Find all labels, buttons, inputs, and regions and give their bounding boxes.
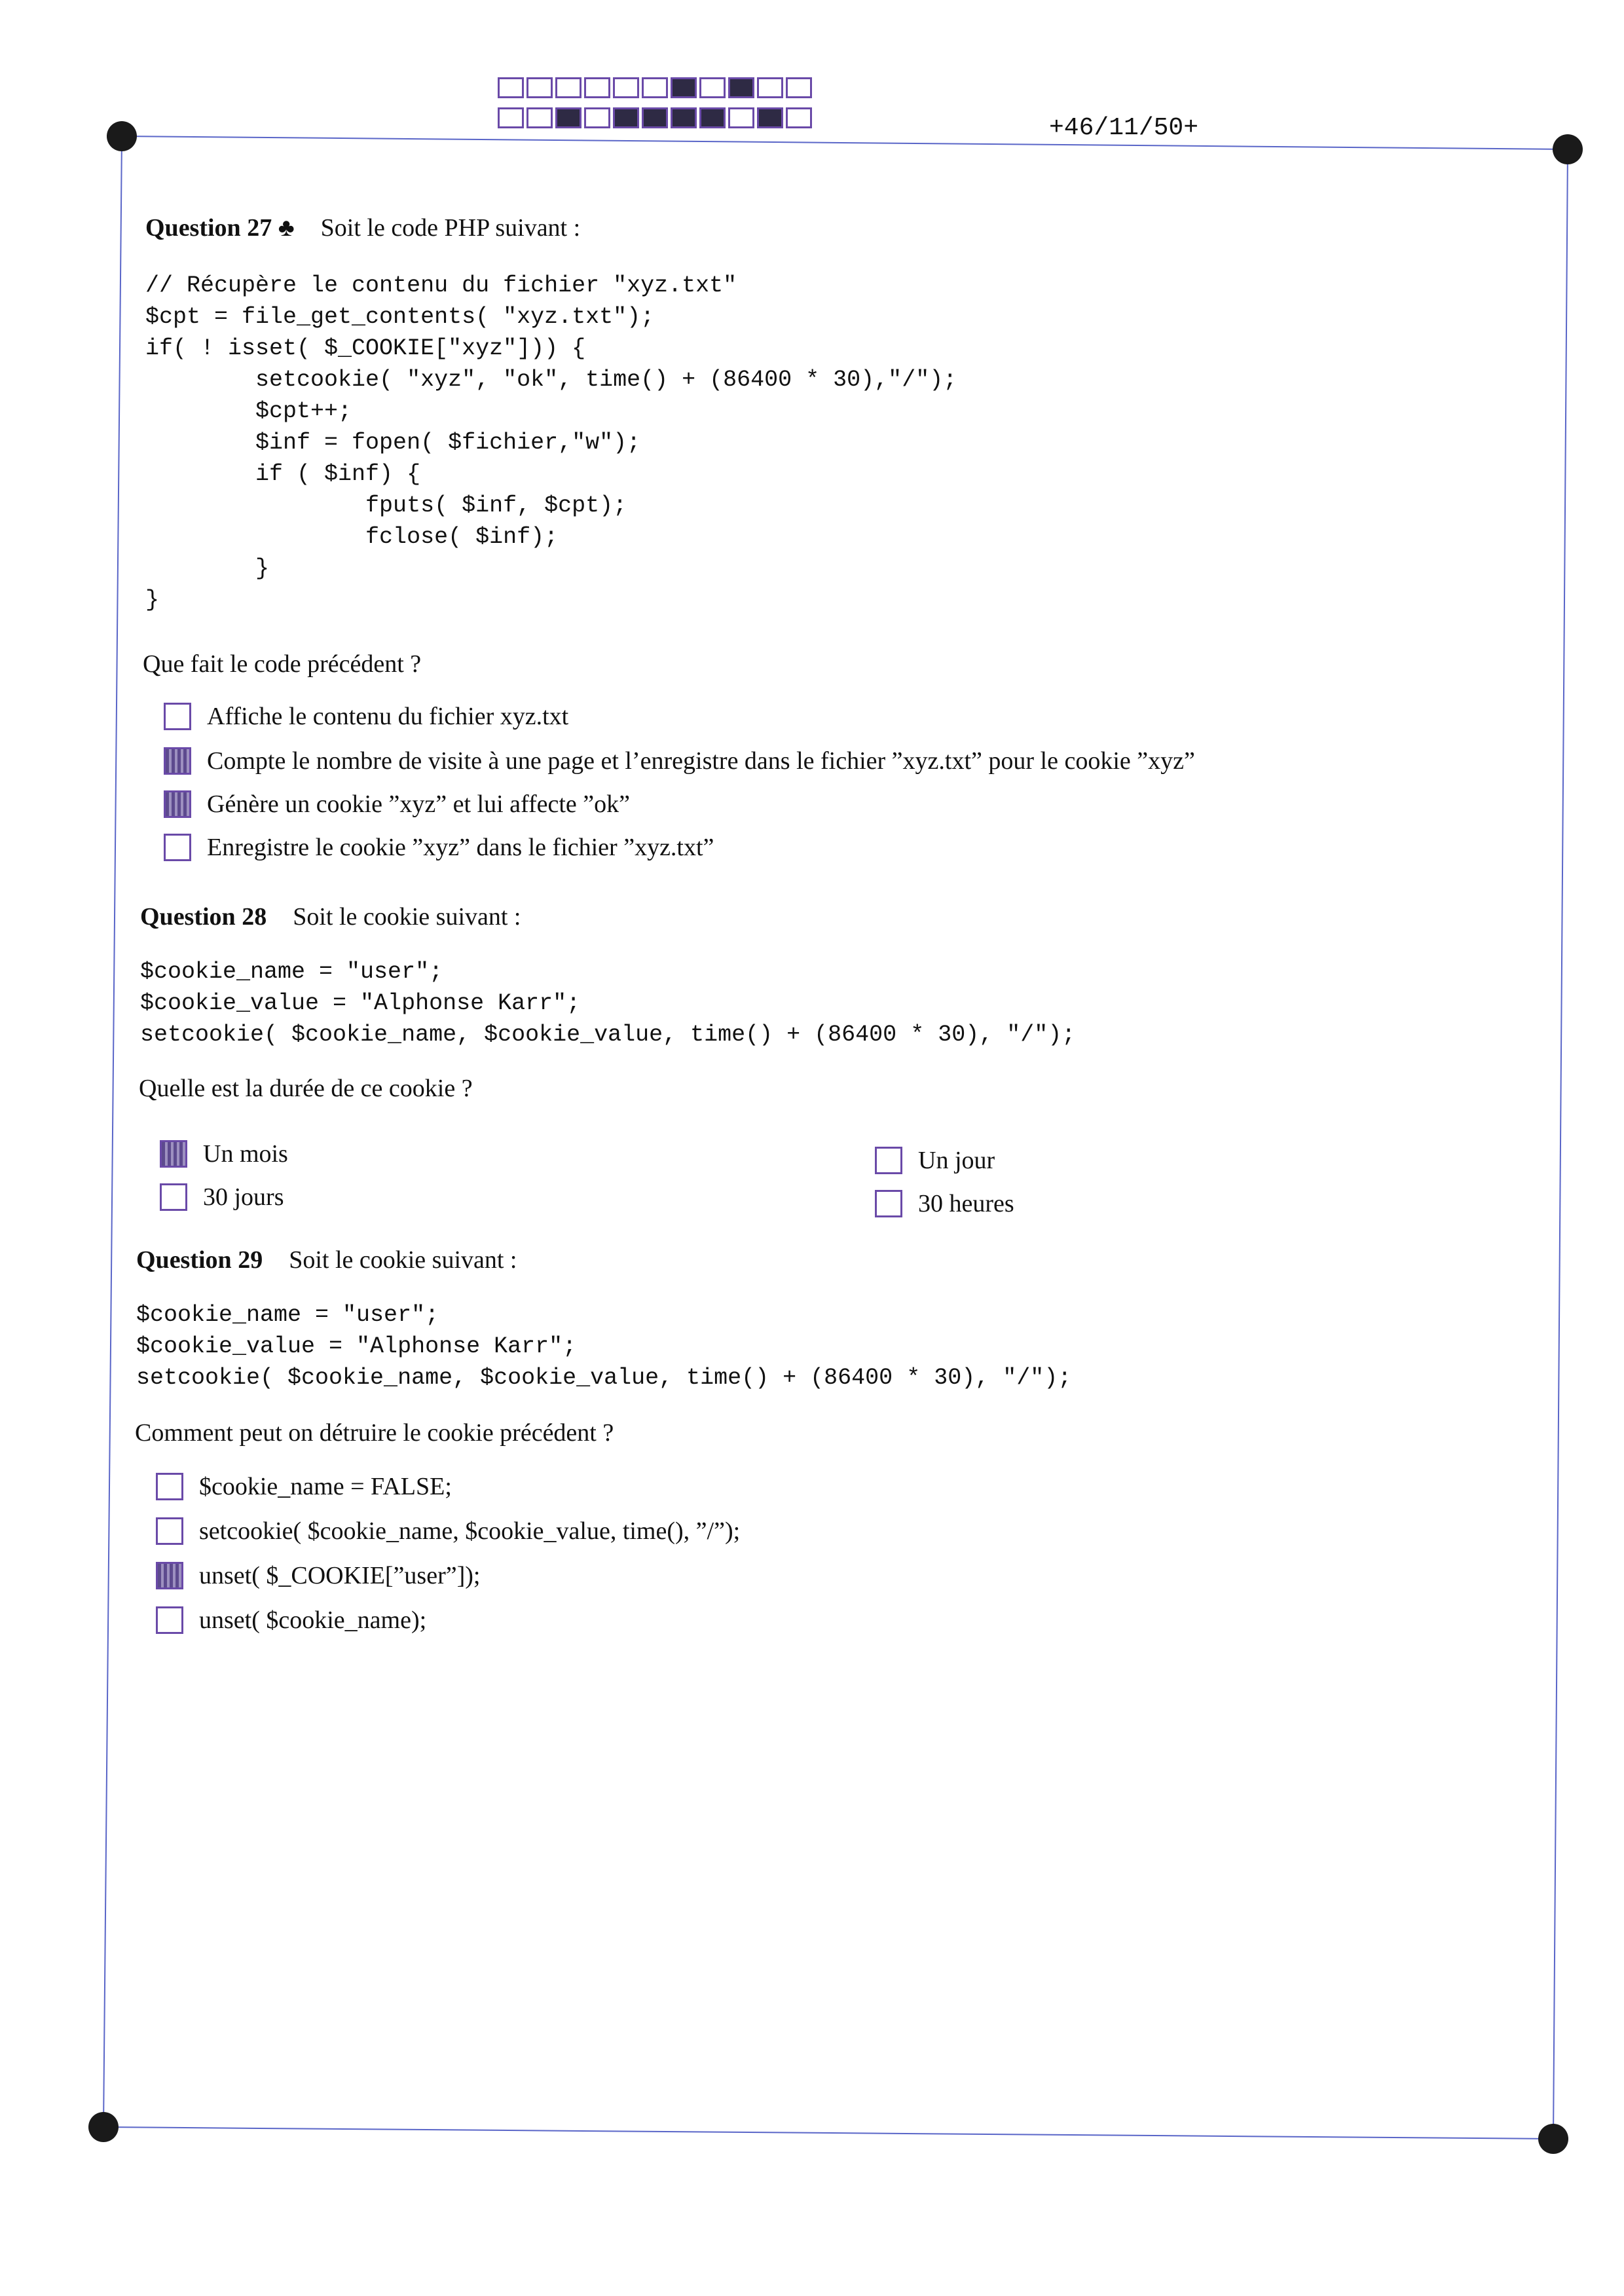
q28-option-4[interactable] xyxy=(875,1189,1014,1218)
q27-option-3[interactable] xyxy=(164,790,630,819)
q29-option-1[interactable] xyxy=(156,1472,452,1501)
q27-option-2-label: Compte le nombre de visite à une page et l’enregistre dans le fichier ”xyz.txt” pour le cookie ”xyz” xyxy=(207,747,1195,775)
q29-option-2[interactable] xyxy=(156,1517,740,1546)
barcode-cell xyxy=(584,77,610,98)
q29-option-1-checkbox[interactable] xyxy=(156,1473,183,1500)
question-28-header xyxy=(140,902,521,931)
q28-option-2-label: 30 jours xyxy=(203,1183,284,1211)
barcode-cell xyxy=(526,77,553,98)
barcode-cell xyxy=(584,107,610,128)
barcode-cell xyxy=(699,107,726,128)
question-27-prompt: Que fait le code précédent ? xyxy=(143,650,422,678)
registration-mark-top-right xyxy=(1553,134,1583,164)
q29-option-3[interactable] xyxy=(156,1561,480,1590)
barcode-cell xyxy=(786,107,812,128)
question-29-intro: Soit le cookie suivant : xyxy=(289,1246,517,1274)
question-27-code: // Récupère le contenu du fichier "xyz.txt" $cpt = file_get_contents( "xyz.txt"); if( ! isset( $_COOKIE["xyz"])) { setcookie( "xyz", "ok", time() + (86400 * 30),"/"); $cpt++; $inf = fopen( $fichier,"w"); if ( $inf) { fputs( $inf, $cpt); fclose( $inf); } } xyxy=(145,272,957,613)
registration-mark-top-left xyxy=(107,121,137,151)
barcode-cell xyxy=(786,77,812,98)
q28-option-1-checkbox[interactable] xyxy=(160,1140,187,1168)
q27-option-4-label: Enregistre le cookie ”xyz” dans le fichier ”xyz.txt” xyxy=(207,834,714,861)
q29-option-4-checkbox[interactable] xyxy=(156,1606,183,1634)
barcode-cell xyxy=(671,107,697,128)
barcode-cell xyxy=(757,107,783,128)
q27-option-1-checkbox[interactable] xyxy=(164,703,191,730)
q27-option-4[interactable] xyxy=(164,833,714,862)
question-28-code: $cookie_name = "user"; $cookie_value = "Alphonse Karr"; setcookie( $cookie_name, $cookie_value, time() + (86400 * 30), "/"); xyxy=(140,959,1076,1048)
q28-option-3-checkbox[interactable] xyxy=(875,1147,902,1174)
question-29-prompt: Comment peut on détruire le cookie précédent ? xyxy=(135,1419,614,1447)
q28-option-3[interactable] xyxy=(875,1146,995,1175)
q29-option-2-label: setcookie( $cookie_name, $cookie_value, time(), ”/”); xyxy=(199,1517,741,1545)
q27-option-2-checkbox[interactable] xyxy=(164,747,191,775)
barcode-cell xyxy=(642,107,668,128)
barcode-cell xyxy=(613,77,639,98)
q27-option-2[interactable] xyxy=(164,747,1195,775)
q27-option-1[interactable] xyxy=(164,702,568,731)
barcode-cell xyxy=(555,77,581,98)
barcode-cell xyxy=(757,77,783,98)
question-27-intro: Soit le code PHP suivant : xyxy=(320,214,581,242)
barcode-row-1 xyxy=(498,77,815,98)
q27-option-3-label: Génère un cookie ”xyz” et lui affecte ”ok” xyxy=(207,790,630,818)
barcode-cell xyxy=(613,107,639,128)
q29-option-4[interactable] xyxy=(156,1606,426,1635)
q28-option-4-label: 30 heures xyxy=(918,1190,1014,1217)
q28-option-1[interactable] xyxy=(160,1139,288,1168)
barcode-row-2 xyxy=(498,107,815,128)
registration-mark-bottom-right xyxy=(1538,2124,1568,2154)
registration-mark-bottom-left xyxy=(88,2112,119,2142)
question-28-prompt: Quelle est la durée de ce cookie ? xyxy=(139,1075,473,1102)
question-29-header xyxy=(136,1246,517,1274)
barcode-cell xyxy=(498,107,524,128)
q29-option-3-label: unset( $_COOKIE[”user”]); xyxy=(199,1562,481,1589)
question-28-intro: Soit le cookie suivant : xyxy=(293,903,521,931)
question-28-label: Question 28 xyxy=(140,903,267,931)
barcode-cell xyxy=(699,77,726,98)
q28-option-2[interactable] xyxy=(160,1183,284,1212)
question-27-label: Question 27 ♣ xyxy=(145,214,295,242)
question-27-header xyxy=(145,213,580,242)
barcode-cell xyxy=(498,77,524,98)
q28-option-1-label: Un mois xyxy=(203,1140,288,1168)
q29-option-2-checkbox[interactable] xyxy=(156,1517,183,1545)
barcode-cell xyxy=(728,107,754,128)
q28-option-2-checkbox[interactable] xyxy=(160,1183,187,1211)
barcode-cell xyxy=(642,77,668,98)
question-29-label: Question 29 xyxy=(136,1246,263,1274)
q29-option-4-label: unset( $cookie_name); xyxy=(199,1606,427,1634)
barcode-cell xyxy=(728,77,754,98)
sheet-code: +46/11/50+ xyxy=(1049,114,1199,142)
q27-option-1-label: Affiche le contenu du fichier xyz.txt xyxy=(207,703,569,730)
q27-option-3-checkbox[interactable] xyxy=(164,790,191,818)
q28-option-4-checkbox[interactable] xyxy=(875,1190,902,1217)
barcode-cell xyxy=(526,107,553,128)
question-29-code: $cookie_name = "user"; $cookie_value = "Alphonse Karr"; setcookie( $cookie_name, $cookie_value, time() + (86400 * 30), "/"); xyxy=(136,1302,1072,1391)
q28-option-3-label: Un jour xyxy=(918,1147,995,1174)
q29-option-3-checkbox[interactable] xyxy=(156,1562,183,1589)
q27-option-4-checkbox[interactable] xyxy=(164,834,191,861)
barcode-cell xyxy=(671,77,697,98)
q29-option-1-label: $cookie_name = FALSE; xyxy=(199,1473,452,1500)
barcode-cell xyxy=(555,107,581,128)
